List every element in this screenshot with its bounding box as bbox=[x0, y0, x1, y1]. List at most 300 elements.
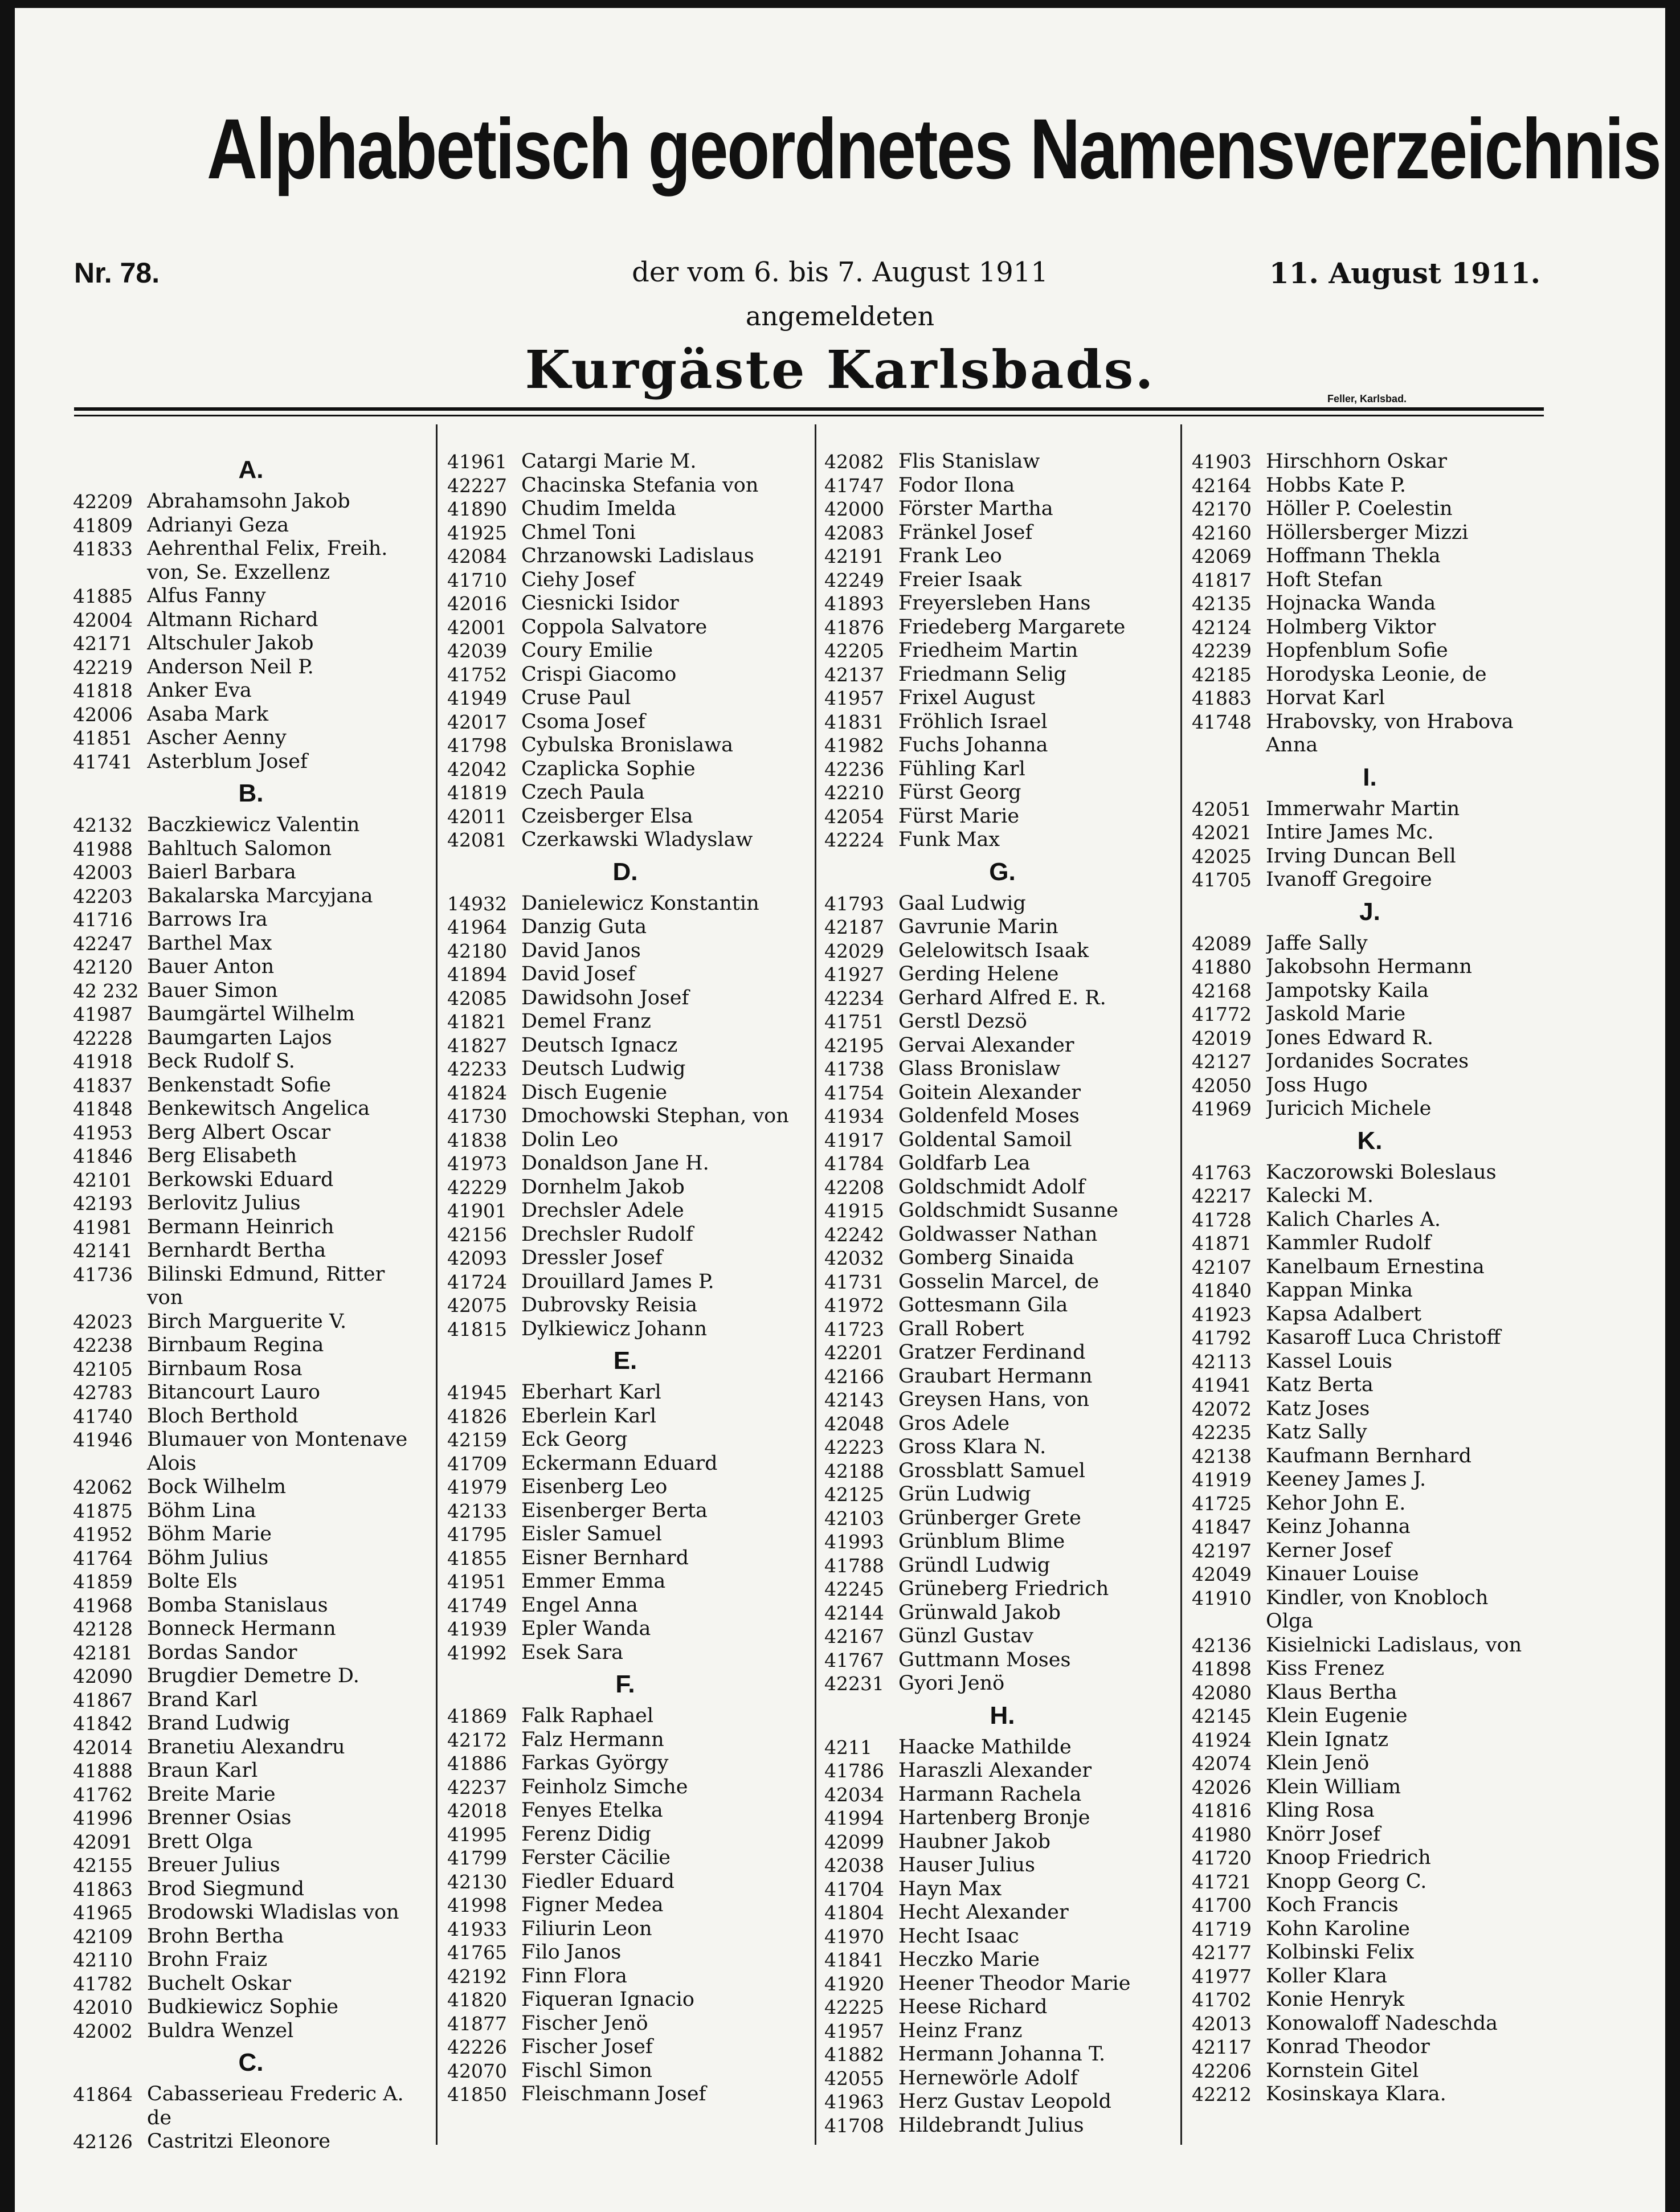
guest-name: Gottesmann Gila bbox=[898, 1294, 1068, 1316]
guest-number: 42223 bbox=[824, 1436, 884, 1458]
guest-name: Eisenberger Berta bbox=[521, 1499, 708, 1522]
guest-entry bbox=[824, 2043, 1180, 2067]
guest-entry bbox=[824, 710, 1180, 734]
guest-name: Katz Joses bbox=[1266, 1397, 1370, 1420]
name-column-3 bbox=[824, 450, 1180, 2137]
guest-name: Eck Georg bbox=[521, 1428, 628, 1451]
guest-entry bbox=[447, 2059, 803, 2083]
issue-number: Nr. 78. bbox=[74, 257, 160, 289]
guest-name: Graubart Hermann bbox=[898, 1364, 1093, 1388]
guest-name: David Janos bbox=[521, 939, 641, 962]
guest-name: Klein Eugenie bbox=[1266, 1704, 1408, 1727]
scan-edge-right bbox=[1665, 0, 1680, 2212]
guest-number: 41723 bbox=[824, 1318, 884, 1340]
guest-number: 42210 bbox=[824, 782, 884, 804]
guest-name: Anderson Neil P. bbox=[147, 655, 314, 678]
guest-number: 42128 bbox=[73, 1618, 133, 1640]
guest-entry bbox=[1192, 1988, 1548, 2012]
guest-name: Jones Edward R. bbox=[1266, 1026, 1433, 1049]
guest-number: 42125 bbox=[824, 1483, 884, 1506]
guest-entry bbox=[73, 1996, 429, 2019]
guest-entry bbox=[1192, 1515, 1548, 1539]
guest-name: Gosselin Marcel, de bbox=[898, 1270, 1099, 1293]
guest-entry bbox=[447, 1894, 803, 1917]
guest-entry bbox=[824, 1270, 1180, 1294]
guest-entry bbox=[824, 915, 1180, 939]
guest-name: Gerstl Dezsö bbox=[898, 1010, 1027, 1033]
guest-number: 42226 bbox=[447, 2036, 507, 2058]
guest-name: Buldra Wenzel bbox=[147, 2019, 294, 2042]
guest-entry bbox=[73, 679, 429, 703]
guest-entry bbox=[73, 1192, 429, 1216]
guest-entry bbox=[73, 1925, 429, 1949]
guest-name: Berkowski Eduard bbox=[147, 1168, 334, 1191]
guest-entry bbox=[824, 1105, 1180, 1129]
guest-number: 42014 bbox=[73, 1736, 133, 1759]
guest-entry bbox=[73, 1334, 429, 1358]
guest-entry bbox=[824, 1365, 1180, 1389]
guest-name: Bauer Simon bbox=[147, 979, 278, 1002]
guest-name: Kasaroff Luca Christoff bbox=[1266, 1326, 1501, 1349]
guest-number: 41871 bbox=[1192, 1232, 1252, 1254]
guest-name: Kisielnicki Ladislaus, von bbox=[1266, 1633, 1522, 1657]
guest-name: Ciesnicki Isidor bbox=[521, 592, 679, 615]
guest-entry bbox=[824, 1388, 1180, 1412]
guest-number: 42164 bbox=[1192, 474, 1252, 497]
guest-name-continuation: de bbox=[147, 2106, 172, 2129]
guest-name: Hoffmann Thekla bbox=[1266, 545, 1441, 567]
guest-entry bbox=[73, 608, 429, 632]
guest-number: 41876 bbox=[824, 616, 884, 639]
name-column-4 bbox=[1192, 450, 1548, 2107]
guest-entry bbox=[447, 545, 803, 569]
guest-entry bbox=[73, 1523, 429, 1547]
guest-number: 41893 bbox=[824, 592, 884, 615]
guest-entry bbox=[1192, 592, 1548, 616]
guest-number: 41792 bbox=[1192, 1327, 1252, 1349]
guest-number: 41859 bbox=[73, 1571, 133, 1593]
guest-name: Dolin Leo bbox=[521, 1128, 619, 1151]
guest-entry bbox=[73, 1074, 429, 1098]
guest-entry bbox=[73, 1144, 429, 1168]
guest-entry bbox=[824, 569, 1180, 592]
guest-entry bbox=[824, 1152, 1180, 1176]
guest-entry bbox=[824, 1948, 1180, 1972]
guest-number: 41993 bbox=[824, 1531, 884, 1553]
guest-entry bbox=[447, 1617, 803, 1641]
guest-name: Eisler Samuel bbox=[521, 1523, 662, 1545]
guest-name: Jakobsohn Hermann bbox=[1266, 955, 1472, 978]
guest-name: Donaldson Jane H. bbox=[521, 1152, 709, 1175]
guest-entry bbox=[447, 734, 803, 758]
guest-number: 42126 bbox=[73, 2131, 133, 2153]
guest-number: 42166 bbox=[824, 1365, 884, 1388]
guest-entry bbox=[1192, 1728, 1548, 1752]
guest-entry bbox=[73, 1759, 429, 1783]
guest-name: Kornstein Gitel bbox=[1266, 2059, 1419, 2082]
guest-number: 42039 bbox=[447, 640, 507, 662]
guest-name: Gründl Ludwig bbox=[898, 1553, 1050, 1577]
guest-number: 42237 bbox=[447, 1776, 507, 1798]
guest-entry bbox=[447, 1294, 803, 1318]
guest-name: Hirschhorn Oskar bbox=[1266, 450, 1448, 473]
guest-entry bbox=[824, 616, 1180, 640]
guest-number: 41788 bbox=[824, 1554, 884, 1577]
guest-number: 42091 bbox=[73, 1830, 133, 1853]
guest-number: 41901 bbox=[447, 1200, 507, 1222]
guest-number: 41851 bbox=[73, 727, 133, 749]
guest-name: Feinholz Simche bbox=[521, 1775, 688, 1798]
guest-name: Brodowski Wladislas von bbox=[147, 1901, 399, 1924]
guest-entry bbox=[447, 1105, 803, 1129]
guest-entry bbox=[447, 1965, 803, 1989]
guest-name: Hecht Alexander bbox=[898, 1901, 1069, 1924]
guest-entry bbox=[824, 1341, 1180, 1365]
guest-entry bbox=[1192, 1184, 1548, 1208]
guest-name: Barrows Ira bbox=[147, 908, 268, 931]
guest-entry bbox=[73, 2083, 429, 2107]
guest-entry bbox=[824, 892, 1180, 916]
guest-entry bbox=[1192, 1027, 1548, 1050]
guest-number: 42019 bbox=[1192, 1027, 1252, 1049]
guest-entry bbox=[73, 1027, 429, 1050]
guest-name: Drouillard James P. bbox=[521, 1270, 714, 1293]
guest-number: 42048 bbox=[824, 1412, 884, 1435]
guest-name: Fuchs Johanna bbox=[898, 734, 1048, 757]
guest-name: Fleischmann Josef bbox=[521, 2083, 706, 2105]
guest-name: Bolte Els bbox=[147, 1570, 238, 1593]
guest-entry bbox=[824, 781, 1180, 805]
guest-entry bbox=[1192, 1097, 1548, 1121]
guest-number: 42080 bbox=[1192, 1681, 1252, 1704]
guest-entry bbox=[824, 1972, 1180, 1996]
guest-name: Hauser Julius bbox=[898, 1854, 1035, 1876]
guest-entry bbox=[1192, 1657, 1548, 1681]
guest-number: 41973 bbox=[447, 1152, 507, 1175]
guest-name: Gerding Helene bbox=[898, 963, 1059, 986]
guest-entry bbox=[824, 2067, 1180, 2091]
guest-name: Kohn Karoline bbox=[1266, 1917, 1410, 1940]
guest-entry bbox=[73, 1428, 429, 1452]
guest-number: 41910 bbox=[1192, 1587, 1252, 1609]
guest-number: 41841 bbox=[824, 1949, 884, 1971]
guest-name: Chudim Imelda bbox=[521, 497, 676, 520]
guest-entry bbox=[1192, 1074, 1548, 1098]
guest-number: 41945 bbox=[447, 1381, 507, 1404]
guest-entry bbox=[447, 2083, 803, 2107]
header-rule-thin bbox=[74, 415, 1544, 416]
guest-entry bbox=[447, 1223, 803, 1247]
guest-entry bbox=[73, 908, 429, 932]
guest-entry bbox=[1192, 545, 1548, 569]
guest-entry bbox=[73, 1547, 429, 1571]
guest-entry bbox=[1192, 1492, 1548, 1516]
guest-name: Harmann Rachela bbox=[898, 1782, 1082, 1806]
guest-name: Kaufmann Bernhard bbox=[1266, 1444, 1472, 1467]
guest-name: Funk Max bbox=[898, 828, 1000, 851]
guest-entry bbox=[824, 521, 1180, 545]
guest-name: Juricich Michele bbox=[1266, 1097, 1432, 1120]
guest-number: 41915 bbox=[824, 1200, 884, 1222]
guest-number: 41939 bbox=[447, 1618, 507, 1640]
guest-number: 41804 bbox=[824, 1902, 884, 1924]
guest-name: Chrzanowski Ladislaus bbox=[521, 545, 754, 567]
guest-name: Brod Siegmund bbox=[147, 1877, 305, 1900]
guest-name: Kosinskaya Klara. bbox=[1266, 2083, 1446, 2105]
guest-name: Bloch Berthold bbox=[147, 1404, 299, 1428]
guest-number: 42234 bbox=[824, 987, 884, 1009]
guest-number: 42236 bbox=[824, 758, 884, 780]
guest-entry bbox=[73, 2019, 429, 2043]
guest-number: 42141 bbox=[73, 1240, 133, 1262]
guest-number: 42239 bbox=[1192, 640, 1252, 662]
guest-number: 41709 bbox=[447, 1452, 507, 1475]
guest-entry bbox=[824, 1459, 1180, 1483]
guest-entry bbox=[824, 1199, 1180, 1223]
guest-name: Dubrovsky Reisia bbox=[521, 1294, 697, 1316]
scan-edge-top bbox=[0, 0, 1680, 8]
guest-entry bbox=[73, 584, 429, 608]
guest-number: 41731 bbox=[824, 1270, 884, 1293]
guest-name: Höllersberger Mizzi bbox=[1266, 521, 1469, 544]
guest-number: 41957 bbox=[824, 2019, 884, 2042]
guest-name: Klein Ignatz bbox=[1266, 1728, 1389, 1751]
guest-entry bbox=[1192, 932, 1548, 956]
guest-entry bbox=[447, 987, 803, 1011]
guest-number: 42249 bbox=[824, 569, 884, 591]
guest-number: 42002 bbox=[73, 2019, 133, 2042]
guest-name: Demel Franz bbox=[521, 1010, 651, 1033]
letter-heading: G. bbox=[989, 857, 1016, 886]
guest-number: 42 232 bbox=[73, 979, 139, 1002]
guest-name: Koller Klara bbox=[1266, 1964, 1388, 1988]
guest-number: 42172 bbox=[447, 1728, 507, 1751]
guest-number: 41982 bbox=[824, 734, 884, 757]
guest-entry bbox=[73, 1736, 429, 1760]
guest-number: 41923 bbox=[1192, 1303, 1252, 1326]
guest-name-continuation: Anna bbox=[1266, 734, 1318, 757]
guest-entry bbox=[824, 1530, 1180, 1554]
guest-number: 41850 bbox=[447, 2083, 507, 2105]
guest-name: Jaskold Marie bbox=[1266, 1003, 1406, 1025]
guest-number: 41710 bbox=[447, 569, 507, 591]
guest-name: Kammler Rudolf bbox=[1266, 1232, 1431, 1254]
guest-entry bbox=[73, 1405, 429, 1429]
guest-number: 42018 bbox=[447, 1800, 507, 1822]
guest-number: 41863 bbox=[73, 1878, 133, 1900]
guest-name: Gros Adele bbox=[898, 1412, 1010, 1435]
guest-entry bbox=[447, 1594, 803, 1618]
guest-name: Gavrunie Marin bbox=[898, 915, 1058, 938]
guest-name: Bock Wilhelm bbox=[147, 1475, 287, 1498]
guest-name: Baierl Barbara bbox=[147, 861, 296, 884]
guest-entry bbox=[447, 1523, 803, 1547]
guest-entry bbox=[1192, 686, 1548, 710]
guest-entry bbox=[73, 1168, 429, 1192]
guest-number: 41747 bbox=[824, 474, 884, 497]
guest-name: Frank Leo bbox=[898, 545, 1002, 567]
guest-name: Konrad Theodor bbox=[1266, 2035, 1430, 2058]
name-column-1 bbox=[73, 450, 429, 2154]
guest-number: 41749 bbox=[447, 1594, 507, 1617]
guest-number: 41949 bbox=[447, 687, 507, 709]
guest-number: 41992 bbox=[447, 1641, 507, 1664]
guest-entry bbox=[1192, 821, 1548, 845]
guest-number: 42219 bbox=[73, 656, 133, 678]
guest-name: Kindler, von Knobloch bbox=[1266, 1586, 1489, 1609]
guest-name: Ascher Aenny bbox=[147, 726, 287, 749]
guest-name: Filiurin Leon bbox=[521, 1917, 652, 1940]
guest-entry bbox=[1192, 1279, 1548, 1303]
guest-name: Förster Martha bbox=[898, 497, 1053, 520]
guest-entry bbox=[447, 686, 803, 710]
guest-entry bbox=[447, 1246, 803, 1270]
guest-number: 41869 bbox=[447, 1705, 507, 1727]
guest-number: 42003 bbox=[73, 861, 133, 884]
guest-number: 41724 bbox=[447, 1270, 507, 1293]
guest-number: 41918 bbox=[73, 1050, 133, 1073]
guest-entry bbox=[824, 497, 1180, 521]
guest-entry bbox=[447, 1318, 803, 1342]
guest-number: 41855 bbox=[447, 1547, 507, 1569]
guest-name: Benkewitsch Angelica bbox=[147, 1097, 370, 1120]
guest-name: Brenner Osias bbox=[147, 1806, 292, 1829]
name-column-2 bbox=[447, 450, 803, 2107]
guest-number: 41772 bbox=[1192, 1003, 1252, 1025]
guest-entry bbox=[1192, 1326, 1548, 1350]
guest-number: 41980 bbox=[1192, 1823, 1252, 1846]
guest-number: 41903 bbox=[1192, 451, 1252, 473]
guest-entry bbox=[447, 1381, 803, 1405]
guest-entry bbox=[824, 805, 1180, 829]
guest-name: Goitein Alexander bbox=[898, 1081, 1081, 1104]
guest-number: 41700 bbox=[1192, 1894, 1252, 1916]
guest-number: 41846 bbox=[73, 1145, 133, 1167]
guest-entry bbox=[1192, 1681, 1548, 1705]
guest-name: Bermann Heinrich bbox=[147, 1215, 334, 1238]
guest-number: 42143 bbox=[824, 1389, 884, 1411]
guest-entry bbox=[824, 1996, 1180, 2019]
guest-name: Haubner Jakob bbox=[898, 1830, 1051, 1853]
guest-name: Gratzer Ferdinand bbox=[898, 1341, 1086, 1364]
guest-number: 41702 bbox=[1192, 1989, 1252, 2011]
guest-name: Kling Rosa bbox=[1266, 1799, 1375, 1822]
guest-name: Dawidsohn Josef bbox=[521, 986, 689, 1009]
guest-name: Deutsch Ignacz bbox=[521, 1033, 678, 1057]
guest-number: 42159 bbox=[447, 1429, 507, 1451]
guest-name: Hecht Isaac bbox=[898, 1924, 1019, 1948]
guest-number: 41987 bbox=[73, 1003, 133, 1025]
guest-name: Heczko Marie bbox=[898, 1948, 1040, 1971]
guest-entry bbox=[1192, 1373, 1548, 1397]
guest-name: Brohn Fraiz bbox=[147, 1948, 268, 1971]
column-divider bbox=[1180, 424, 1182, 2145]
guest-name: Eisner Bernhard bbox=[521, 1546, 689, 1569]
guest-name: Haraszli Alexander bbox=[898, 1759, 1092, 1782]
guest-name: Gervai Alexander bbox=[898, 1033, 1074, 1057]
guest-name: Friedheim Martin bbox=[898, 639, 1078, 662]
guest-name: Falz Hermann bbox=[521, 1728, 664, 1751]
guest-entry bbox=[1192, 1303, 1548, 1327]
guest-entry bbox=[824, 592, 1180, 616]
guest-entry bbox=[824, 1783, 1180, 1807]
guest-number: 41886 bbox=[447, 1752, 507, 1774]
guest-number: 42225 bbox=[824, 1996, 884, 2018]
guest-entry bbox=[447, 1081, 803, 1105]
guest-number: 42062 bbox=[73, 1476, 133, 1498]
guest-name: Grossblatt Samuel bbox=[898, 1459, 1085, 1482]
guest-entry bbox=[73, 1121, 429, 1145]
guest-number: 42242 bbox=[824, 1223, 884, 1246]
guest-name: Horodyska Leonie, de bbox=[1266, 663, 1487, 686]
guest-entry bbox=[447, 1988, 803, 2012]
guest-number: 41988 bbox=[73, 837, 133, 860]
guest-name: Goldental Samoil bbox=[898, 1128, 1072, 1151]
guest-number: 41972 bbox=[824, 1294, 884, 1316]
guest-name: Hobbs Kate P. bbox=[1266, 473, 1406, 497]
guest-name: Birnbaum Regina bbox=[147, 1334, 324, 1356]
guest-number: 41924 bbox=[1192, 1728, 1252, 1751]
guest-number: 41798 bbox=[447, 734, 507, 757]
guest-name: Hopfenblum Sofie bbox=[1266, 639, 1448, 662]
guest-number: 41799 bbox=[447, 1847, 507, 1869]
guest-name: Gerhard Alfred E. R. bbox=[898, 986, 1106, 1009]
guest-number: 41951 bbox=[447, 1571, 507, 1593]
guest-entry bbox=[447, 2012, 803, 2036]
guest-name: Hoft Stefan bbox=[1266, 568, 1383, 591]
guest-number: 41741 bbox=[73, 750, 133, 773]
guest-entry bbox=[73, 1712, 429, 1736]
guest-name: Catargi Marie M. bbox=[521, 450, 697, 473]
guest-entry bbox=[1192, 1894, 1548, 1917]
guest-name: Farkas György bbox=[521, 1752, 669, 1774]
guest-name: Bordas Sandor bbox=[147, 1641, 297, 1664]
guest-entry bbox=[824, 1246, 1180, 1270]
guest-name: Immerwahr Martin bbox=[1266, 797, 1460, 820]
guest-number: 42083 bbox=[824, 521, 884, 544]
guest-entry bbox=[824, 1294, 1180, 1318]
guest-number: 41730 bbox=[447, 1105, 507, 1127]
guest-number: 42192 bbox=[447, 1965, 507, 1988]
guest-name: Hildebrandt Julius bbox=[898, 2113, 1084, 2137]
guest-entry bbox=[73, 885, 429, 909]
guest-number: 41864 bbox=[73, 2083, 133, 2105]
guest-entry bbox=[73, 1216, 429, 1240]
guest-number: 41875 bbox=[73, 1499, 133, 1522]
guest-entry bbox=[824, 1176, 1180, 1200]
guest-name: Buchelt Oskar bbox=[147, 1972, 291, 1995]
guest-number: 42231 bbox=[824, 1673, 884, 1695]
guest-number: 42171 bbox=[73, 632, 133, 655]
guest-number: 41740 bbox=[73, 1405, 133, 1428]
guest-number: 41815 bbox=[447, 1318, 507, 1340]
guest-name: Adrianyi Geza bbox=[147, 513, 289, 537]
guest-entry bbox=[447, 1870, 803, 1894]
letter-heading: C. bbox=[238, 2049, 264, 2076]
guest-number: 41748 bbox=[1192, 710, 1252, 733]
guest-name: Fodor Ilona bbox=[898, 473, 1015, 497]
guest-number: 41941 bbox=[1192, 1374, 1252, 1396]
guest-entry bbox=[73, 1665, 429, 1688]
guest-name: Flis Stanislaw bbox=[898, 450, 1040, 473]
guest-number: 42113 bbox=[1192, 1350, 1252, 1373]
guest-name: Jaffe Sally bbox=[1266, 931, 1368, 955]
guest-entry bbox=[73, 1097, 429, 1121]
guest-number: 41754 bbox=[824, 1081, 884, 1104]
letter-heading: D. bbox=[612, 857, 638, 886]
guest-name: Branetiu Alexandru bbox=[147, 1735, 345, 1759]
guest-name: Keinz Johanna bbox=[1266, 1515, 1411, 1538]
